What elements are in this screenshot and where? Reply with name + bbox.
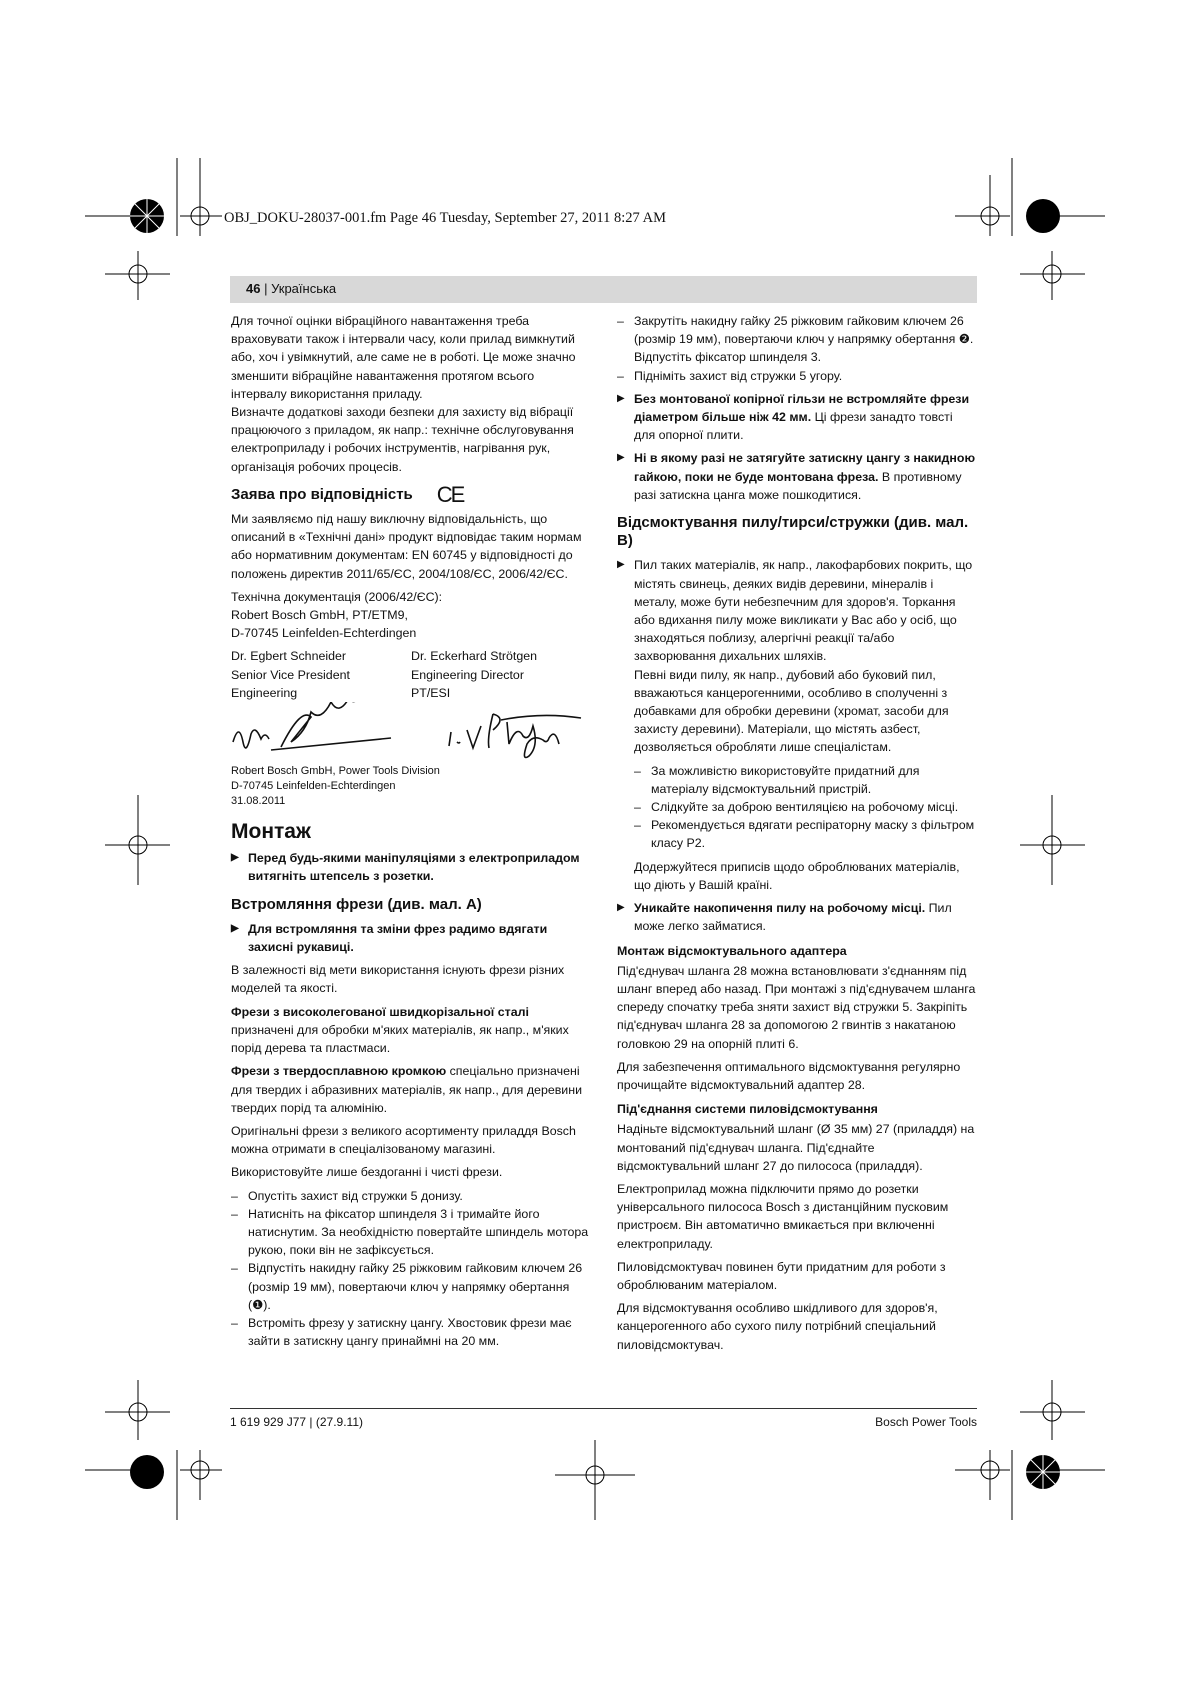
left-column: [231, 312, 591, 1350]
signer-2-dept: PT/ESI: [411, 685, 451, 700]
company-line-2: D-70745 Leinfelden-Echterdingen: [231, 780, 396, 793]
company-line-3: 31.08.2011: [231, 795, 286, 808]
cutter-models-text: В залежності від мети використання існують фрези різних моделей та якості.: [231, 963, 565, 996]
signer-1-name: Dr. Egbert Schneider: [231, 649, 347, 664]
signer-2-title: Engineering Director: [411, 667, 524, 682]
print-slug: OBJ_DOKU-28037-001.fm Page 46 Tuesday, September 27, 2011 8:27 AM: [224, 210, 666, 226]
footer-doc-number: 1 619 929 J77 | (27.9.11): [230, 1415, 363, 1429]
signer-2-name: Dr. Eckerhard Strötgen: [411, 649, 538, 664]
step-press-lock: – Натисніть на фіксатор шпинделя 3 і тримайте його натиснутим. За необхідністю повертайте шпиндель мотора рукою, поки він не зафіксується.: [231, 1205, 591, 1260]
tech-doc-line-2: Robert Bosch GmbH, PT/ETM9,: [231, 608, 408, 623]
step-loosen-nut: – Відпустіть накидну гайку 25 ріжковим гайковим ключем 26 (розмір 19 мм), повертаючи ключ у напрямку обертання (❶).: [231, 1259, 591, 1314]
step-raise-guard: – Підніміть захист від стружки 5 угору.: [617, 367, 977, 385]
ce-mark-icon: CE: [436, 481, 464, 507]
page-number: 46: [246, 281, 261, 296]
signatures-icon: [231, 702, 591, 764]
tech-doc-line-1: Технічна документація (2006/42/ЄС):: [231, 589, 443, 604]
dust-carcinogen-text: Певні види пилу, як напр., дубовий або буковий пил, вважаються канцерогенними, особливо в сполученні з добавками для обробки деревини (хромат, засоби для захисту деревини). Матеріали, що містять азбест, дозволяється обробляти лише спеціалістам.: [634, 667, 949, 755]
company-line-1: Robert Bosch GmbH, Power Tools Division: [231, 765, 440, 778]
section-language: Українська: [271, 281, 337, 296]
signers-table: [231, 647, 591, 702]
connect-paragraph-3: Пиловідсмоктувач повинен бути придатним для роботи з оброблюваним матеріалом.: [617, 1259, 946, 1292]
vibration-paragraph-2: Визначте додаткові заходи безпеки для захисту від вібрації працюючого з приладом, як напр.: технічне обслуговування електроприладу і робочих інструментів, нагрівання рук, організація робочих процесів.: [231, 405, 574, 474]
signer-1-title: Senior Vice President: [231, 667, 350, 682]
signer-1-dept: Engineering: [231, 685, 298, 700]
dust-tip-2: – Слідкуйте за доброю вентиляцією на робочому місці.: [617, 798, 977, 816]
use-clean-text: Використовуйте лише бездоганні і чисті фрези.: [231, 1165, 503, 1180]
warning-diameter: ▶ Без монтованої копірної гільзи не встромляйте фрези діаметром більше ніж 42 мм. Ці фрези занадто товсті для опорної плити.: [617, 390, 977, 445]
connect-paragraph-2: Електроприлад можна підключити прямо до розетки універсального пилососа Bosch з дистанційним пусковим пристроєм. Він автоматично вмикається при включенні електроприладу.: [617, 1181, 949, 1251]
dust-tip-1: – За можливістю використовуйте придатний для матеріалу відсмоктувальний пристрій.: [617, 762, 977, 798]
right-column: [617, 312, 977, 1354]
page-header-bar: 46 | Українська: [230, 276, 977, 303]
warning-collet: ▶ Ні в якому разі не затягуйте затискну цангу з накидною гайкою, поки не буде монтована фреза. В противному разі затискна цанга може пошкодитися.: [617, 449, 977, 504]
insert-cutter-heading: Встромляння фрези (див. мал. A): [231, 895, 482, 913]
montazh-heading: Монтаж: [231, 820, 311, 844]
tech-doc-line-3: D-70745 Leinfelden-Echterdingen: [231, 626, 417, 641]
signatures-image: [231, 702, 591, 764]
connect-paragraph-4: Для відсмоктування особливо шкідливого для здоров'я, канцерогенного або сухого пилу потрібний спеціальний пиловідсмоктувач.: [617, 1301, 938, 1352]
dust-regulations-text: Додержуйтеся приписів щодо оброблюваних матеріалів, що діють у Вашій країні.: [634, 859, 960, 892]
step-insert-cutter: – Встроміть фрезу у затискну цангу. Хвостовик фрези має зайти в затискну цангу принаймні на 20 мм.: [231, 1314, 591, 1350]
montazh-warning: ▶ Перед будь-якими маніпуляціями з електроприладом витягніть штепсель з розетки.: [231, 849, 591, 885]
adapter-paragraph-2: Для забезпечення оптимального відсмоктування регулярно прочищайте відсмоктувальний адаптер 28.: [617, 1059, 961, 1092]
warning-dust-accumulation: ▶ Уникайте накопичення пилу на робочому місці. Пил може легко займатися.: [617, 899, 977, 935]
adapter-paragraph-1: Під'єднувач шланга 28 можна встановлювати з'єднанням під шланг вперед або назад. При монтажі з під'єднувачем шланга спереду спочатку треба зняти захист від стружки 5. Закріпіть під'єднувач шланга 28 за допомогою 2 гвинтів з накатаною головкою 29 на опорній плиті 6.: [617, 963, 976, 1051]
declaration-heading: Заява про відповідність CE: [231, 481, 464, 507]
gloves-warning: ▶ Для встромляння та зміни фрез радимо вдягати захисні рукавиці.: [231, 920, 591, 956]
step-lower-guard: – Опустіть захист від стружки 5 донизу.: [231, 1187, 591, 1205]
adapter-heading: Монтаж відсмоктувального адаптера: [617, 943, 847, 958]
footer-divider: [230, 1408, 977, 1409]
original-cutters-text: Оригінальні фрези з великого асортименту приладдя Bosch можна отримати в спеціалізованому магазині.: [231, 1123, 576, 1157]
carbide-paragraph: Фрези з твердосплавною кромкою спеціально призначені для твердих і абразивних матеріалів, як напр., для деревини твердих порід та алюмінію.: [231, 1064, 582, 1115]
hss-paragraph: Фрези з високолегованої швидкорізальної сталі призначені для обробки м'яких матеріалів, як напр., м'яких порід дерева та пластмаси.: [231, 1004, 569, 1056]
dust-hazard-text: ▶ Пил таких матеріалів, як напр., лакофарбових покрить, що містять свинець, деяких видів деревини, мінералів і металу, може бути небезпечним для здоров'я. Торкання або вдихання пилу може викликати у Вас або у осіб, що знаходяться поблизу, алергічні реакції та/або захворювання дихальних шляхів.: [617, 556, 977, 665]
connect-paragraph-1: Надіньте відсмоктувальний шланг (Ø 35 мм) 27 (приладдя) на монтований під'єднувач шланга. Під'єднайте відсмоктувальний шланг 27 до пилососа (приладдя).: [617, 1122, 975, 1173]
dust-tip-3: – Рекомендується вдягати респіраторну маску з фільтром класу P2.: [617, 816, 977, 852]
dust-extraction-heading: Відсмоктування пилу/тирси/стружки (див. мал. B): [617, 514, 969, 550]
declaration-body: Ми заявляємо під нашу виключну відповідальність, що описаний в «Технічні дані» продукт відповідає таким нормам або нормативним документам: EN 60745 у відповідності до положень директив 2011/65/ЄС, 2004/108/ЄС, 2006/42/ЄС.: [231, 512, 582, 581]
connect-heading: Під'єднання системи пиловідсмоктування: [617, 1102, 878, 1117]
vibration-paragraph-1: Для точної оцінки вібраційного навантаження треба враховувати також і інтервали часу, коли прилад вимкнутий або, хоч і увімкнутий, але саме не в роботі. Це може значно зменшити вібраційне навантаження протягом всього інтервалу використання приладу.: [231, 314, 576, 401]
footer-brand: Bosch Power Tools: [875, 1415, 977, 1429]
step-tighten-nut: – Закрутіть накидну гайку 25 ріжковим гайковим ключем 26 (розмір 19 мм), повертаючи ключ у напрямку обертання ❷. Відпустіть фіксатор шпинделя 3.: [617, 312, 977, 367]
